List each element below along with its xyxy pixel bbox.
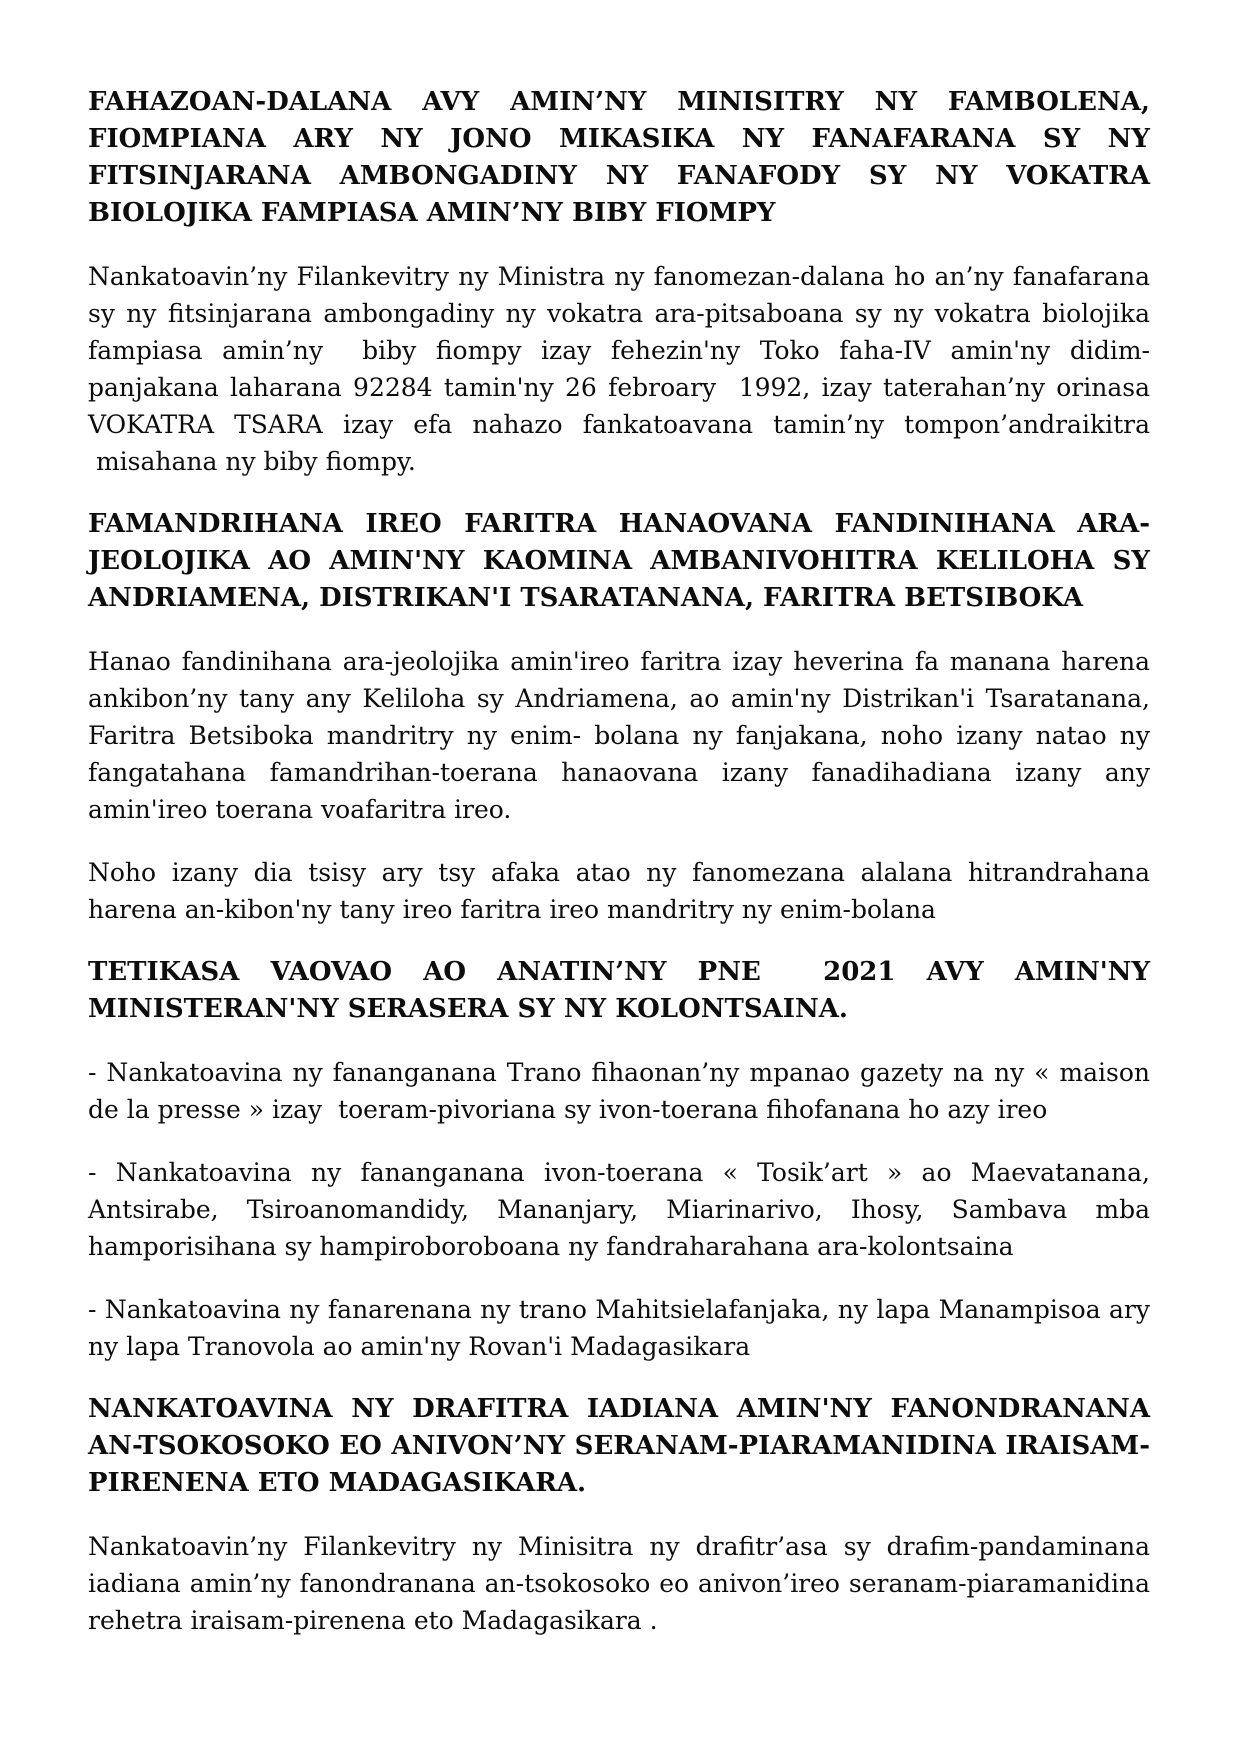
doc-heading-anti-smuggling-plan: NANKATOAVINA NY DRAFITRA IADIANA AMIN'NY FANONDRANANA AN-TSOKOSOKO EO ANIVON’NY SERANAM-PIARAMANIDINA IRAISAM-PIRENENA ETO MADAGASIKARA. — [88, 1394, 1150, 1498]
doc-paragraph-mining-permit-note: Noho izany dia tsisy ary tsy afaka atao ny fanomezana alalana hitrandrahana harena an-kibon'ny tany ireo faritra ireo mandritry ny enim-bolana — [88, 858, 1150, 924]
doc-bullet-maison-de-la-presse: - Nankatoavina ny fananganana Trano fihaonan’ny mpanao gazety na ny « maison de la presse » izay toeram-pivoriana sy ivon-toerana fihofanana ho azy ireo — [88, 1058, 1150, 1124]
doc-heading-pne-2021-projects: TETIKASA VAOVAO AO ANATIN’NY PNE 2021 AVY AMIN'NY MINISTERAN'NY SERASERA SY NY KOLONTSAINA. — [88, 957, 1150, 1024]
doc-paragraph-authorization-body: Nankatoavin’ny Filankevitry ny Ministra ny fanomezan-dalana ho an’ny fanafarana sy ny fitsinjarana ambongadiny ny vokatra ara-pitsaboana sy ny vokatra biolojika fampiasa amin’ny biby fiompy izay fehezin'ny Toko faha-IV amin'ny didim-panjakana laharana 92284 tamin'ny 26 febroary 1992, izay taterahan’ny orinasa VOKATRA TSARA izay efa nahazo fankatoavana tamin’ny tompon’andraikitra misahana ny biby fiompy. — [88, 262, 1150, 476]
doc-paragraph-geological-study-body: Hanao fandinihana ara-jeolojika amin'ireo faritra izay heverina fa manana harena ankibon’ny tany any Keliloha sy Andriamena, ao amin'ny Distrikan'i Tsaratanana, Faritra Betsiboka mandritry ny enim- bolana ny fanjakana, noho izany natao ny fangatahana famandrihan-toerana hanaovana izany fanadihadiana izany any amin'ireo toerana voafaritra ireo. — [88, 647, 1150, 824]
doc-paragraph-anti-smuggling-body: Nankatoavin’ny Filankevitry ny Minisitra ny drafitr’asa sy drafim-pandaminana iadiana amin’ny fanondranana an-tsokosoko eo anivon’ireo seranam-piaramanidina rehetra iraisam-pirenena eto Madagasikara . — [88, 1532, 1150, 1635]
doc-bullet-tosikart-centers: - Nankatoavina ny fananganana ivon-toerana « Tosik’art » ao Maevatanana, Antsirabe, Tsiroanomandidy, Mananjary, Miarinarivo, Ihosy, Sambava mba hamporisihana sy hampiroboroboana ny fandraharahana ara-kolontsaina — [88, 1158, 1150, 1261]
doc-heading-geological-study-reservation: FAMANDRIHANA IREO FARITRA HANAOVANA FANDINIHANA ARA-JEOLOJIKA AO AMIN'NY KAOMINA AMBANIVOHITRA KELILOHA SY ANDRIAMENA, DISTRIKAN'I TSARATANANA, FARITRA BETSIBOKA — [88, 509, 1150, 613]
doc-heading-authorization-ministry: FAHAZOAN-DALANA AVY AMIN’NY MINISITRY NY FAMBOLENA, FIOMPIANA ARY NY JONO MIKASIKA NY FANAFARANA SY NY FITSINJARANA AMBONGADINY NY FANAFODY SY NY VOKATRA BIOLOJIKA FAMPIASA AMIN’NY BIBY FIOMPY — [88, 87, 1150, 228]
doc-bullet-rova-restoration: - Nankatoavina ny fanarenana ny trano Mahitsielafanjaka, ny lapa Manampisoa ary ny lapa Tranovola ao amin'ny Rovan'i Madagasikara — [88, 1295, 1150, 1361]
